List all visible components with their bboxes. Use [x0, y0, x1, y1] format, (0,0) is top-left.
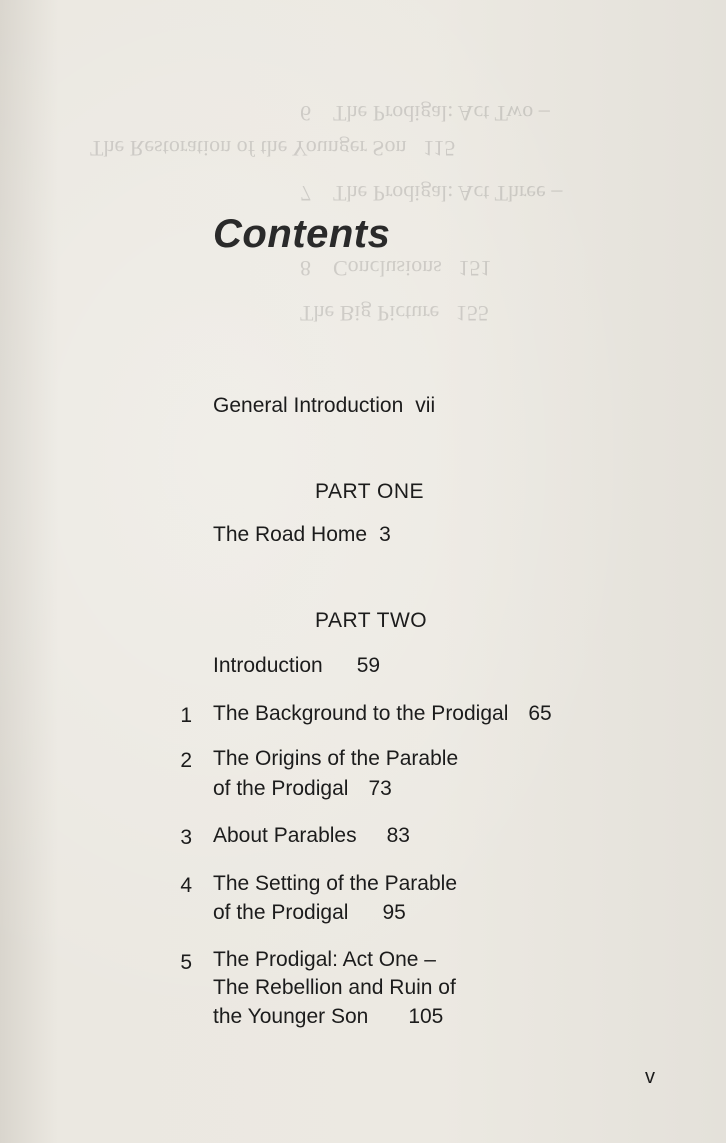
entry-page: vii	[415, 394, 436, 417]
entry-label: The Prodigal: Act One –	[213, 948, 436, 971]
bleed-through: 7 The Prodigal: Act Three –	[300, 181, 563, 206]
entry-page: 105	[408, 1005, 444, 1028]
toc-entry-chapter-5-cont2[interactable]	[213, 1005, 443, 1029]
toc-entry-chapter-1[interactable]	[213, 702, 552, 726]
entry-page: 95	[382, 901, 406, 924]
toc-entry-chapter-2[interactable]	[213, 747, 458, 771]
toc-entry-chapter-5[interactable]	[213, 948, 436, 972]
entry-label: The Background to the Prodigal	[213, 702, 509, 725]
toc-entry-chapter-3[interactable]	[213, 824, 410, 848]
entry-label: About Parables	[213, 824, 357, 847]
part-two-heading: PART TWO	[315, 609, 428, 632]
entry-label: The Origins of the Parable	[213, 747, 459, 770]
toc-entry-chapter-2-cont[interactable]	[213, 777, 392, 801]
entry-label: Introduction	[213, 654, 323, 677]
toc-entry-general-introduction[interactable]	[213, 394, 435, 418]
chapter-number: 3	[180, 826, 192, 849]
chapter-number: 4	[180, 874, 192, 897]
entry-page: 83	[386, 824, 410, 847]
entry-label: of the Prodigal	[213, 901, 349, 924]
contents-heading: Contents	[213, 212, 391, 256]
entry-label: The Rebellion and Ruin of	[213, 976, 456, 999]
entry-label: of the Prodigal	[213, 777, 349, 800]
entry-label: The Road Home	[213, 523, 368, 546]
entry-page: 73	[368, 777, 392, 800]
toc-entry-introduction[interactable]	[213, 654, 380, 678]
toc-entry-chapter-5-cont[interactable]	[213, 976, 456, 1000]
chapter-number: 1	[180, 704, 192, 727]
bleed-through: 6 The Prodigal: Act Two –	[300, 101, 550, 126]
entry-page: 59	[356, 654, 381, 677]
entry-label: the Younger Son	[213, 1005, 369, 1028]
entry-page: 3	[379, 523, 391, 546]
entry-label: General Introduction	[213, 394, 404, 417]
chapter-number: 2	[180, 749, 192, 772]
part-one-heading: PART ONE	[315, 480, 425, 503]
entry-label: The Setting of the Parable	[213, 872, 457, 895]
toc-entry-chapter-4-cont[interactable]	[213, 901, 406, 925]
chapter-number: 5	[180, 951, 192, 974]
toc-entry-chapter-4[interactable]	[213, 872, 457, 896]
bleed-through: 8 Conclusions 151	[300, 256, 492, 281]
toc-entry-the-road-home[interactable]	[213, 523, 391, 547]
bleed-through: The Restoration of the Younger Son 115	[90, 136, 456, 161]
bleed-through: The Big Picture 155	[300, 301, 489, 326]
page-number: v	[645, 1066, 655, 1088]
entry-page: 65	[528, 702, 552, 725]
